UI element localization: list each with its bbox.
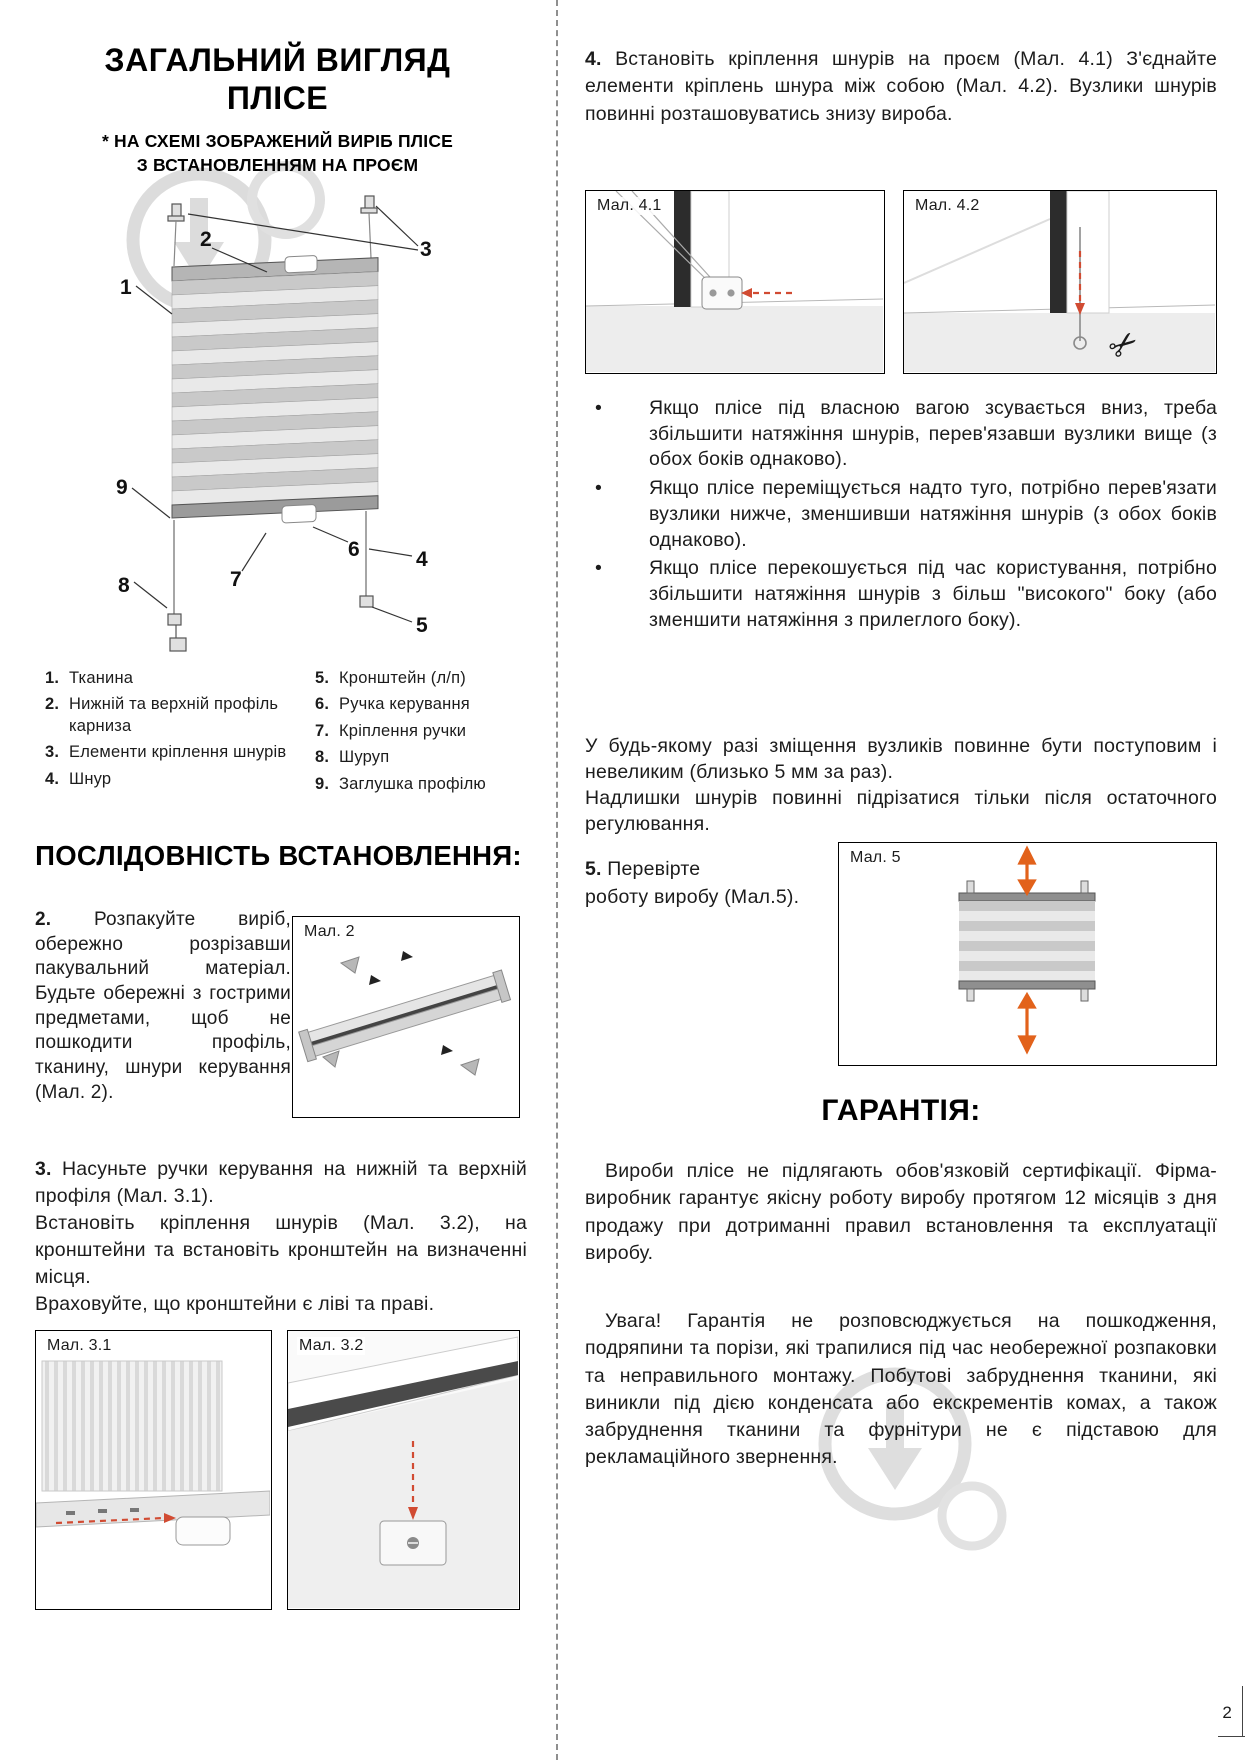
diagram-callout-9: 9 <box>116 476 128 499</box>
warranty-paragraph-2: Увага! Гарантія не розповсюджується на пошкодження, подряпини та порізи, які трапилися під час необережної розпаковки та неправильного монтажу. Побутові забруднення тканини, які виникли під дією конденсата або екскрементів комах, а також забруднення тканини та фурнітури не є підставою для рекламаційного звернення. <box>585 1310 1217 1469</box>
figure-4-2-image <box>904 191 1215 372</box>
legend-item <box>45 769 300 790</box>
figure-4-2-label: Мал. 4.2 <box>915 197 980 214</box>
diagram-callout-4: 4 <box>416 548 428 571</box>
legend-item-number: 6. <box>315 695 330 714</box>
diagram-callout-6: 6 <box>348 538 360 561</box>
legend-item <box>315 694 535 715</box>
page-number: 2 <box>1222 1703 1232 1722</box>
step-5-number: 5. <box>585 858 602 880</box>
warranty-paragraph-1: Вироби плісе не підлягають обов'язковій сертифікації. Фірма-виробник гарантує якісну роботу виробу протягом 12 місяців з дня продажу при дотриманні правил встановлення та експлуатації виробу. <box>585 1160 1217 1264</box>
figure-3-1-box <box>35 1330 272 1610</box>
legend-item-number: 5. <box>315 669 330 687</box>
page-title-line2: ПЛІСЕ <box>226 79 329 116</box>
bullet-marker: • <box>595 397 603 419</box>
figure-4-2-box <box>903 190 1217 374</box>
step-4-body: Встановіть кріплення шнурів на проєм (Мал. 4.1) З'єднайте елементи кріплень шнура між собою (Мал. 4.2). Вузлики шнурів повинні розташовуватись знизу вироба. <box>585 48 1217 125</box>
step-4-number: 4. <box>585 48 602 70</box>
pleated-blind-diagram <box>60 186 500 664</box>
legend-column-2 <box>315 668 535 800</box>
bullet-text-1: Якщо плісе під власною вагою зсувається вниз, треба збільшити натяжіння шнурів, перев'язавши вузлики вище (з обох боків однаково). <box>649 397 1217 471</box>
adjustment-note <box>585 734 1217 838</box>
step-3-number: 3. <box>35 1158 52 1180</box>
legend-item-number: 7. <box>315 721 330 740</box>
footer-corner-line-vertical <box>1242 1686 1243 1736</box>
bullet-text-3: Якщо плісе перекошується під час користування, потрібно збільшити натяжіння шнурів з більш "високого" боку (або зменшити натяжіння з прилеглого боку). <box>649 557 1217 631</box>
legend-item-label: Тканина <box>69 669 134 687</box>
figure-4-1-image <box>586 191 883 372</box>
warranty-heading: ГАРАНТІЯ: <box>821 1094 981 1127</box>
bullet-item <box>585 476 1217 553</box>
legend-item-label: Кронштейн (л/п) <box>339 669 466 687</box>
figure-2-label: Мал. 2 <box>304 923 355 940</box>
figure-4-1-label: Мал. 4.1 <box>597 197 662 214</box>
figure-4-1-box <box>585 190 885 374</box>
figure-3-2-image <box>288 1331 518 1608</box>
legend-item <box>45 742 300 763</box>
step-5-line2: роботу виробу (Мал.5). <box>585 885 800 908</box>
column-divider <box>556 0 558 1760</box>
diagram-callout-2: 2 <box>200 228 212 251</box>
legend-item-label: Заглушка профілю <box>339 774 486 793</box>
diagram-callout-1: 1 <box>120 276 132 299</box>
note-paragraph-1: У будь-якому разі зміщення вузликів повинне бути поступовим і невеликим (близько 5 мм за раз). <box>585 735 1217 783</box>
note-paragraph-2: Надлишки шнурів повинні підрізатися тільки після остаточного регулювання. <box>585 786 1217 835</box>
legend-column-1 <box>45 668 300 795</box>
scissors-icon: ✂ <box>1101 321 1148 369</box>
legend-item-number: 4. <box>45 769 60 788</box>
bullet-text-2: Якщо плісе переміщується надто туго, потрібно перев'язати вузлики нижче, зменшивши натяжіння шнурів (з обох боків однаково). <box>649 477 1217 551</box>
legend-item-label: Кріплення ручки <box>339 721 467 740</box>
step-2-text <box>35 908 291 1106</box>
figure-2-box <box>292 916 520 1118</box>
page-subtitle-line2: З ВСТАНОВЛЕННЯМ НА ПРОЄМ <box>136 154 419 175</box>
diagram-callout-5: 5 <box>416 614 428 637</box>
pleated-blind-diagram-svg <box>60 186 500 664</box>
adjustment-bullet-list <box>585 396 1217 637</box>
diagram-callout-7: 7 <box>230 568 242 591</box>
legend-item-number: 1. <box>45 669 60 687</box>
figure-3-2-label: Мал. 3.2 <box>299 1337 364 1354</box>
step-2-number: 2. <box>35 909 52 930</box>
legend-item-label: Елементи кріплення шнурів <box>69 743 287 762</box>
bottom-brackets <box>168 596 373 651</box>
page-subtitle <box>30 130 525 177</box>
legend-item <box>315 668 535 689</box>
step-5-text <box>585 856 835 911</box>
legend-item <box>315 747 535 768</box>
legend-item-number: 8. <box>315 748 330 767</box>
legend-item <box>315 774 535 795</box>
step-4-text <box>585 46 1217 128</box>
legend-item-number: 9. <box>315 774 330 793</box>
step-5-line1: Перевірте <box>607 858 701 880</box>
bullet-item <box>585 556 1217 633</box>
diagram-callout-8: 8 <box>118 574 130 597</box>
bullet-marker: • <box>595 557 603 580</box>
figure-5-image <box>839 843 1215 1064</box>
step-3-text <box>35 1156 527 1317</box>
legend-item-label: Нижній та верхній профіль карниза <box>69 695 279 735</box>
figure-5-label: Мал. 5 <box>850 849 901 866</box>
bullet-item <box>585 396 1217 473</box>
legend-item <box>45 694 300 737</box>
legend-item-label: Шуруп <box>339 748 390 767</box>
step-2-body: Розпакуйте виріб, обережно розрізавши пакувальний матеріал. Будьте обережні з гострими предметами, щоб не пошкодити профіль, тканину, шнури керування (Мал. 2). <box>35 909 291 1103</box>
figure-2-image <box>293 917 518 1116</box>
legend-item-label: Ручка керування <box>339 695 470 714</box>
blind-body <box>172 253 378 528</box>
figure-3-2-box <box>287 1330 520 1610</box>
legend-item-number: 3. <box>45 743 60 762</box>
bullet-marker: • <box>595 477 603 500</box>
step-3-body-2: Встановіть кріплення шнурів (Мал. 3.2), на кронштейни та встановіть кронштейн на визначенні місця. <box>35 1211 527 1288</box>
legend-item-number: 2. <box>45 695 60 714</box>
footer-corner-line-horizontal <box>1218 1736 1245 1737</box>
page-title <box>30 42 525 118</box>
legend-item <box>45 668 300 689</box>
figure-3-1-label: Мал. 3.1 <box>47 1337 112 1354</box>
page-subtitle-line1: * НА СХЕМІ ЗОБРАЖЕНИЙ ВИРІБ ПЛІСЕ <box>101 131 454 151</box>
step-3-body-3: Враховуйте, що кронштейни є ліві та праві. <box>35 1292 435 1315</box>
step-3-body-1: Насуньте ручки керування на нижній та верхній профіля (Мал. 3.1). <box>35 1158 527 1207</box>
legend-item-label: Шнур <box>69 769 112 788</box>
sequence-heading: ПОСЛІДОВНІСТЬ ВСТАНОВЛЕННЯ: <box>35 840 522 871</box>
top-hooks <box>168 196 377 221</box>
page-title-line1: ЗАГАЛЬНИЙ ВИГЛЯД <box>104 42 451 78</box>
figure-5-box <box>838 842 1217 1066</box>
diagram-callout-3: 3 <box>420 238 432 261</box>
legend-item <box>315 721 535 742</box>
figure-3-1-image <box>36 1331 270 1608</box>
